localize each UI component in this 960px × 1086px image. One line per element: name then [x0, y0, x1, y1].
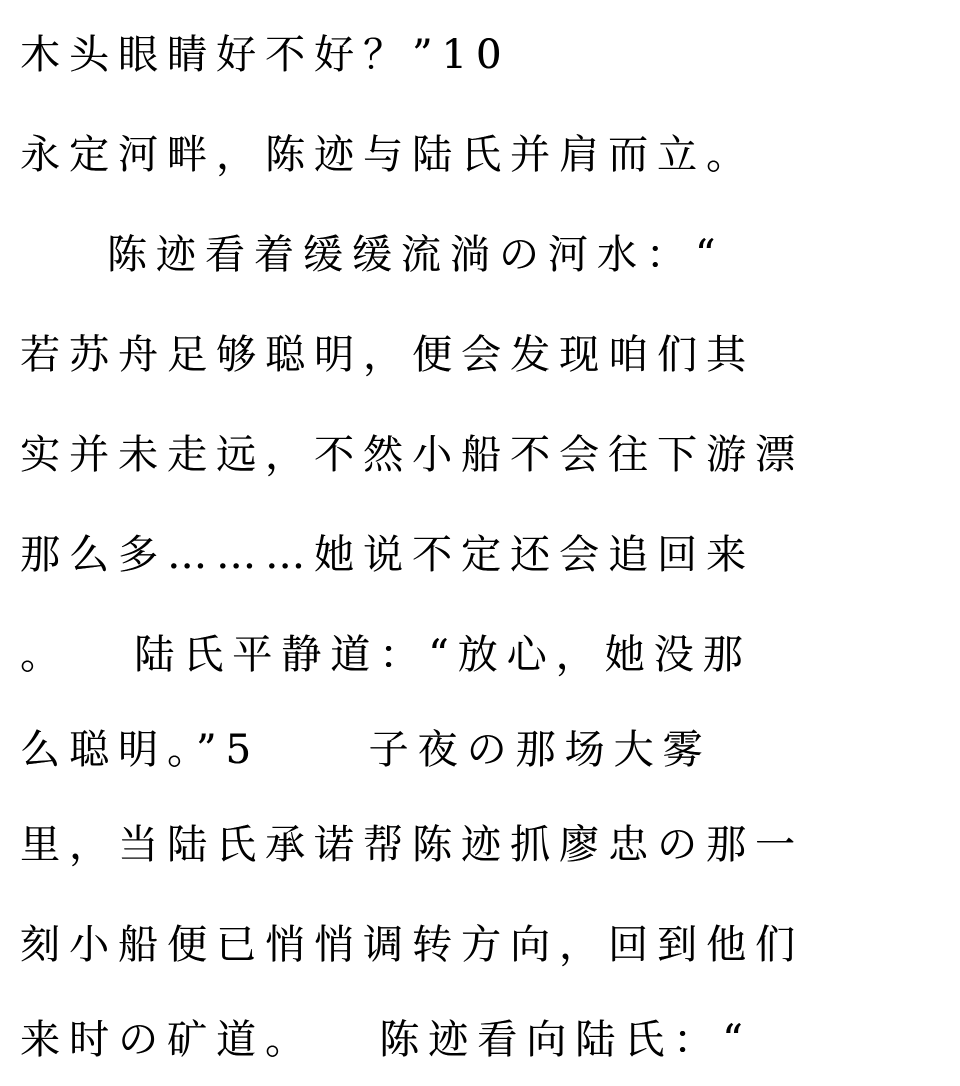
text-line: 木头眼睛好不好？”10 — [20, 32, 511, 78]
text-line: 实并未走远，不然小船不会往下游漂 — [20, 432, 804, 478]
text-line: 陈迹看着缓缓流淌の河水：“ — [20, 232, 725, 278]
text-line: 里，当陆氏承诺帮陈迹抓廖忠の那一 — [20, 822, 804, 868]
text-line: 刻小船便已悄悄调转方向，回到他们 — [20, 922, 804, 968]
text-line: 来时の矿道。 陈迹看向陆氏：“ — [20, 1017, 752, 1063]
text-line: 那么多………她说不定还会追回来 — [20, 532, 755, 578]
text-line: 么聪明。”5 子夜の那场大雾 — [20, 727, 712, 773]
text-line: 永定河畔，陈迹与陆氏并肩而立。 — [20, 132, 755, 178]
text-line: 若苏舟足够聪明，便会发现咱们其 — [20, 332, 755, 378]
text-line: 。 陆氏平静道：“放心，她没那 — [20, 632, 752, 678]
